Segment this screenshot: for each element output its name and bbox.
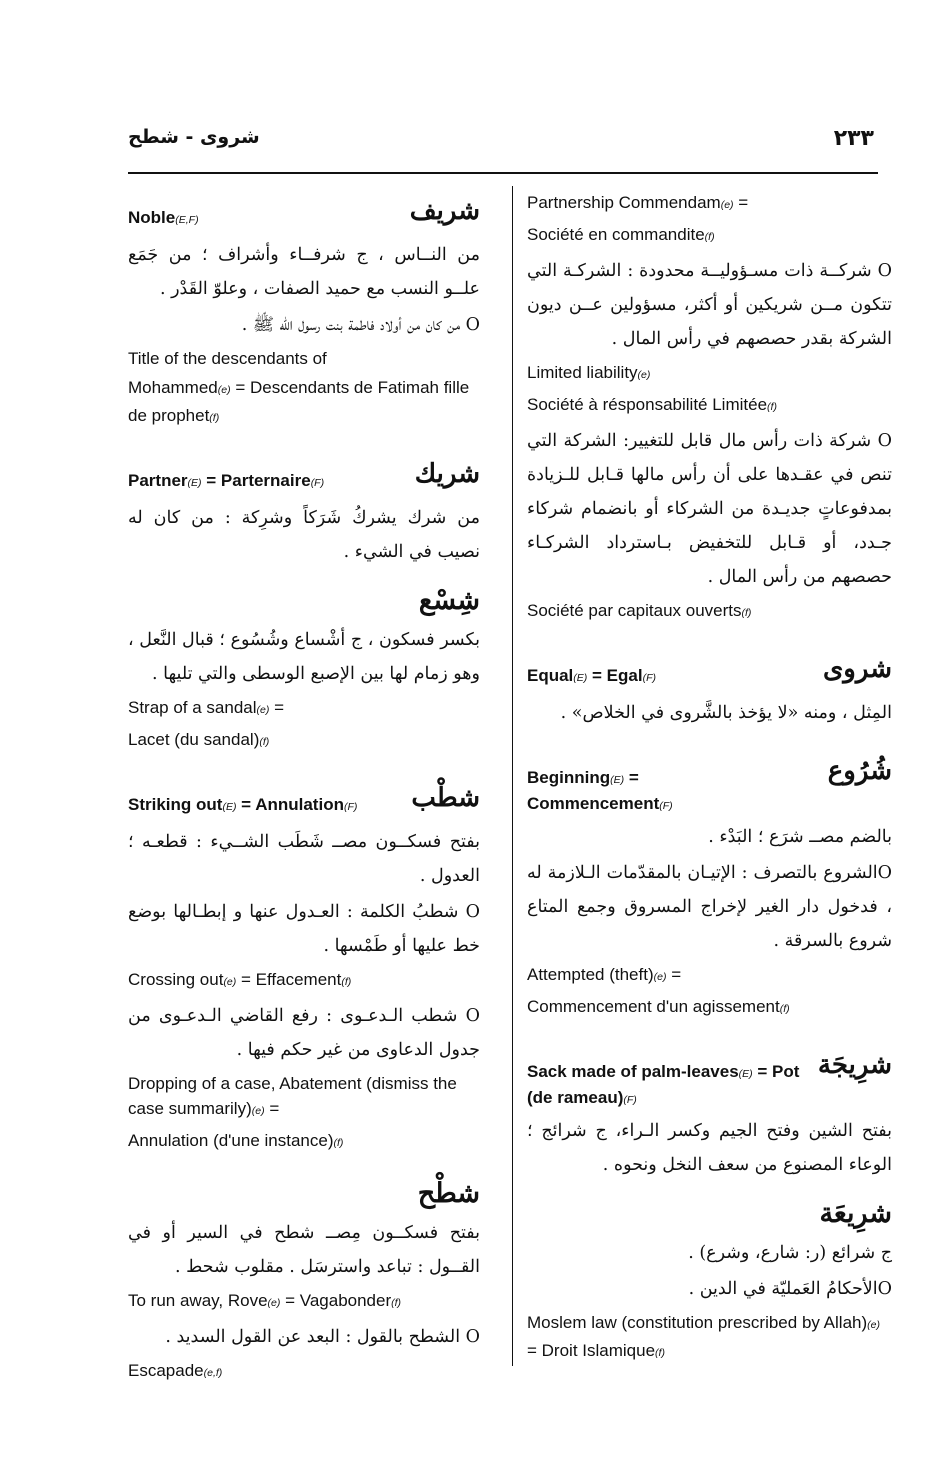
entry-sharik-head <box>128 459 480 499</box>
definition-ar: O من كان من أولاد فاطمة بنت رسول الله ﷺ . <box>241 315 480 335</box>
right-column <box>128 186 480 1390</box>
translation-en: Lacet (du sandal)(f) <box>128 730 270 749</box>
entry-term-en: Noble(E,F) <box>128 208 199 227</box>
entry-term-en: Partner(E) = Parternaire(F) <box>128 471 325 490</box>
definition-ar: المِثل ، ومنه «لا يؤخذ بالشَّروى في الخلاص» . <box>560 703 892 723</box>
page-number: ٢٣٣ <box>833 126 874 151</box>
translation-en: Partnership Commendam(e) = <box>527 193 749 212</box>
headword: شِسْع <box>418 585 480 616</box>
headword: شرِيجَة <box>817 1050 892 1080</box>
translation-en: Mohammed(e) = Descendants de Fatimah fille de prophet(f) <box>128 378 470 425</box>
translation-en: Annulation (d'une instance)(f) <box>128 1131 344 1150</box>
definition-ar: O الشطح بالقول : البعد عن القول السديد . <box>165 1327 480 1347</box>
translation-en: Société à résponsabilité Limitée(f) <box>527 395 777 414</box>
definition-ar: O شطب الـدعـوى : رفع القاضي الـدعـوى من جدول الدعاوى من غير حكم فيها . <box>128 1006 480 1060</box>
translation-en: Limited liability(e) <box>527 363 651 382</box>
definition-ar: من النــاس ، ج شرفــاء وأشراف ؛ من جَمَع علــو النسب مع حميد الصفات ، وعلوّ القَدْر . <box>128 245 480 299</box>
entry-shatb-head <box>128 783 480 823</box>
headword: شريك <box>414 459 480 489</box>
left-column <box>527 186 892 1370</box>
translation-en: Strap of a sandal(e) = <box>128 698 285 717</box>
definition-ar: بكسر فسكون ، ج أشْساع وشُسُوع ؛ قبال النَّعل ، وهو زمام لها بين الإصبع الوسطى والتي تليها . <box>128 630 480 684</box>
headword: شريف <box>409 196 480 226</box>
translation-en: Title of the descendants of <box>128 349 327 368</box>
entry-sharija-head <box>527 1050 892 1112</box>
headword: شطْب <box>411 783 480 813</box>
definition-ar: O شركة ذات رأس مال قابل للتغيير: الشركة التي تنص في عقـدها على أن رأس مالها قـابل للـزيادة بمدفوعاتٍ جديـدة من الشركاء أو بانضمام شركاء جـدد، أو قـابل للتخفيض بـاسترداد الشركـاء حصصهم من رأس المال . <box>527 431 892 587</box>
definition-ar: بفتح فسكــون مصــ شَطَب الشــيء : قطعـه ؛ العدول . <box>128 832 480 886</box>
translation-en: Escapade(e,f) <box>128 1361 223 1380</box>
translation-en: Dropping of a case, Abatement (dismiss the case summarily)(e) = <box>128 1074 457 1118</box>
entry-term-en: Striking out(E) = Annulation(F) <box>128 795 358 814</box>
translation-en: Attempted (theft)(e) = <box>527 965 682 984</box>
entry-term-en: Beginning(E) = Commencement(F) <box>527 768 673 813</box>
definition-ar: من شرك يشركُ شَرَكاً وشرِكة : من كان له نصيب في الشيء . <box>128 508 480 562</box>
headword: شُرُوع <box>827 756 892 786</box>
entry-shuru-head <box>527 756 892 818</box>
definition-ar: ج شرائع (ر: شارع، وشرع) . <box>688 1243 892 1263</box>
translation-en: Commencement d'un agissement(f) <box>527 997 790 1016</box>
entry-term-en: Sack made of palm-leaves(E) = Pot (de rameau)(F) <box>527 1062 800 1107</box>
definition-ar: Oالشروع بالتصرف : الإتيـان بالمقدّمات الـلازمة له ، فدخول دار الغير لإخراج المسروق وجمع المتاع شروع بالسرقة . <box>527 863 892 951</box>
entry-sharwa-head <box>527 654 892 694</box>
entry-term-en: Equal(E) = Egal(F) <box>527 666 656 685</box>
headword: شروى <box>822 654 892 684</box>
definition-ar: بالضم مصــ شرَع ؛ البَدْء . <box>708 827 892 847</box>
definition-ar: O شطبُ الكلمة : العـدول عنها و إبطـالها بوضع خط عليها أو طَمْسها . <box>128 902 480 956</box>
definition-ar: بفتح فسكــون مِصــ شطح في السير أو في القــول : تباعد واسترسَل . مقلوب شحط . <box>128 1223 480 1277</box>
definition-ar: بفتح الشين وفتح الجيم وكسر الـراء، ج شرائج ؛ الوعاء المصنوع من سعف النخل ونحوه . <box>527 1121 892 1175</box>
translation-en: Crossing out(e) = Effacement(f) <box>128 970 352 989</box>
definition-ar: O شركــة ذات مسـؤوليــة محدودة : الشركـة التي تتكون مــن شريكين أو أكثر، مسؤولين عــن ديون الشركة بقدر حصصهم في رأس المال . <box>527 261 892 349</box>
definition-ar: Oالأحكامُ العَمليّة في الدين . <box>688 1279 892 1299</box>
translation-en: Société en commandite(f) <box>527 225 715 244</box>
running-head: شروى - شطح <box>128 126 260 148</box>
entry-sharif-head <box>128 196 480 236</box>
header-rule <box>128 172 878 174</box>
translation-en: Société par capitaux ouverts(f) <box>527 601 752 620</box>
translation-en: To run away, Rove(e) = Vagabonder(f) <box>128 1291 402 1310</box>
headword: شطْح <box>417 1178 480 1209</box>
translation-en: Moslem law (constitution prescribed by Allah)(e) = Droit Islamique(f) <box>527 1313 880 1360</box>
column-divider <box>512 186 513 1366</box>
headword: شرِيعَة <box>819 1198 892 1229</box>
